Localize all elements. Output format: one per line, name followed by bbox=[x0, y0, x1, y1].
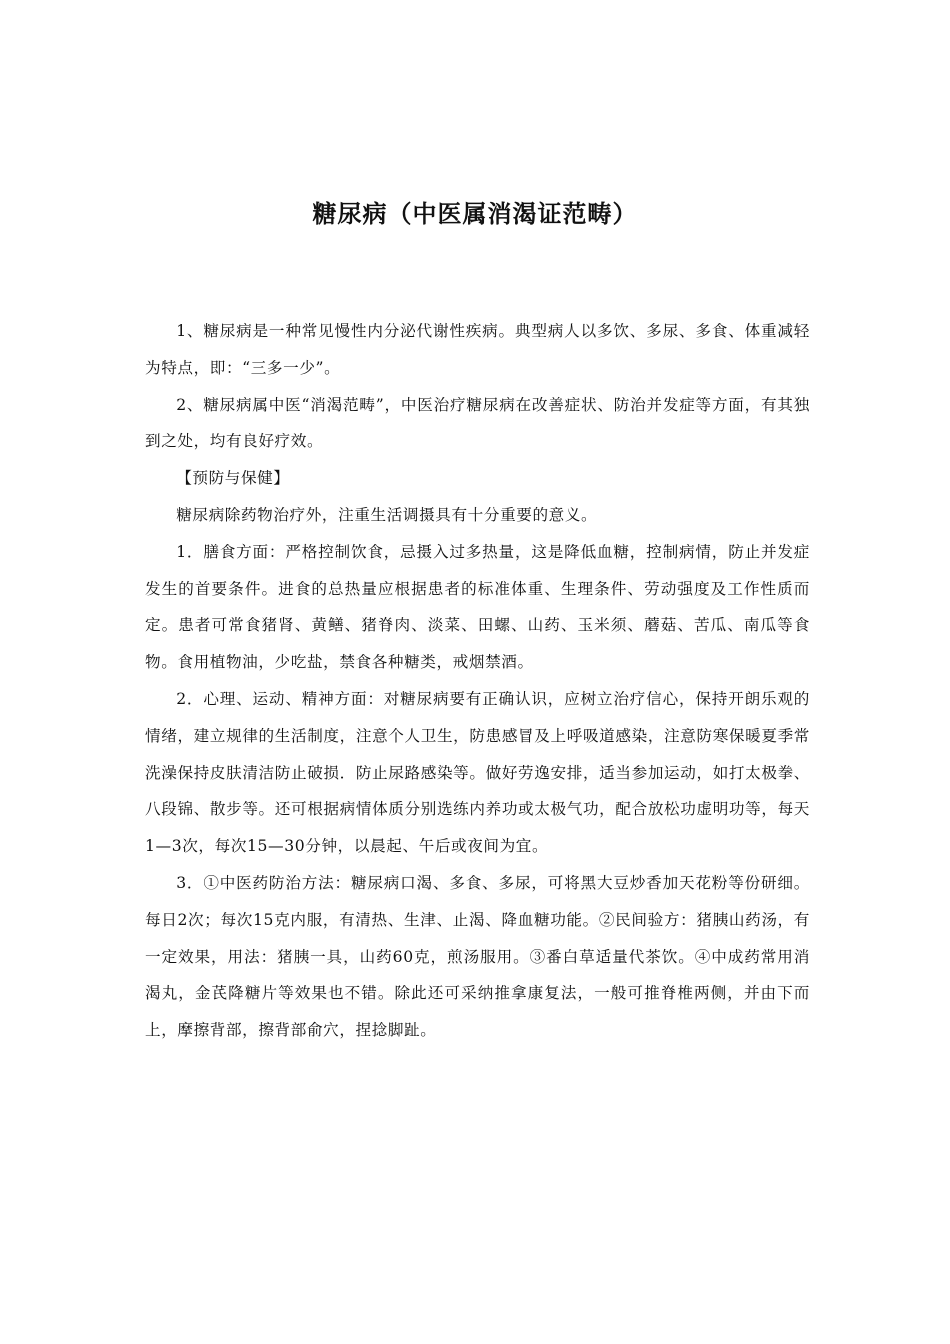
paragraph-psychology-exercise: 2．心理、运动、精神方面：对糖尿病要有正确认识，应树立治疗信心，保持开朗乐观的情绪，建立规律的生活制度，注意个人卫生，防患感冒及上呼吸道感染，注意防寒保暖夏季常洗澡保持皮肤清洁防止破损．防止尿路感染等。做好劳逸安排，适当参加运动，如打太极拳、八段锦、散步等。还可根据病情体质分别选练内养功或太极气功，配合放松功虚明功等，每天1—3次，每次15—30分钟，以晨起、午后或夜间为宜。 bbox=[145, 689, 810, 856]
document-title: 糖尿病（中医属消渴证范畴） bbox=[312, 199, 638, 228]
paragraph-tcm-category: 2、糖尿病属中医“消渴范畴”，中医治疗糖尿病在改善症状、防治并发症等方面，有其独到之处，均有良好疗效。 bbox=[145, 395, 810, 451]
section-heading-prevention: 【预防与保健】 bbox=[176, 469, 290, 488]
paragraph-definition: 1、糖尿病是一种常见慢性内分泌代谢性疾病。典型病人以多饮、多尿、多食、体重减轻为特点，即：“三多一少”。 bbox=[145, 322, 810, 377]
document-body bbox=[145, 313, 810, 1049]
paragraph-tcm-remedies: 3．①中医药防治方法：糖尿病口渴、多食、多尿，可将黑大豆炒香加天花粉等份研细。每日2次；每次15克内服，有清热、生津、止渴、降血糖功能。②民间验方：猪胰山药汤，有一定效果，用法：猪胰一具，山药60克，煎汤服用。③番白草适量代茶饮。④中成药常用消渴丸，金芪降糖片等效果也不错。除此还可采纳推拿康复法，一般可推脊椎两侧，并由下而上，摩擦背部，擦背部俞穴，捏捻脚趾。 bbox=[145, 873, 810, 1040]
paragraph-intro-lifestyle: 糖尿病除药物治疗外，注重生活调摄具有十分重要的意义。 bbox=[176, 505, 598, 524]
paragraph-diet: 1．膳食方面：严格控制饮食，忌摄入过多热量，这是降低血糖，控制病情，防止并发症发生的首要条件。进食的总热量应根据患者的标准体重、生理条件、劳动强度及工作性质而定。患者可常食猪肾、黄鳝、猪脊肉、淡菜、田螺、山药、玉米须、蘑菇、苦瓜、南瓜等食物。食用植物油，少吃盐，禁食各种糖类，戒烟禁酒。 bbox=[145, 542, 810, 672]
